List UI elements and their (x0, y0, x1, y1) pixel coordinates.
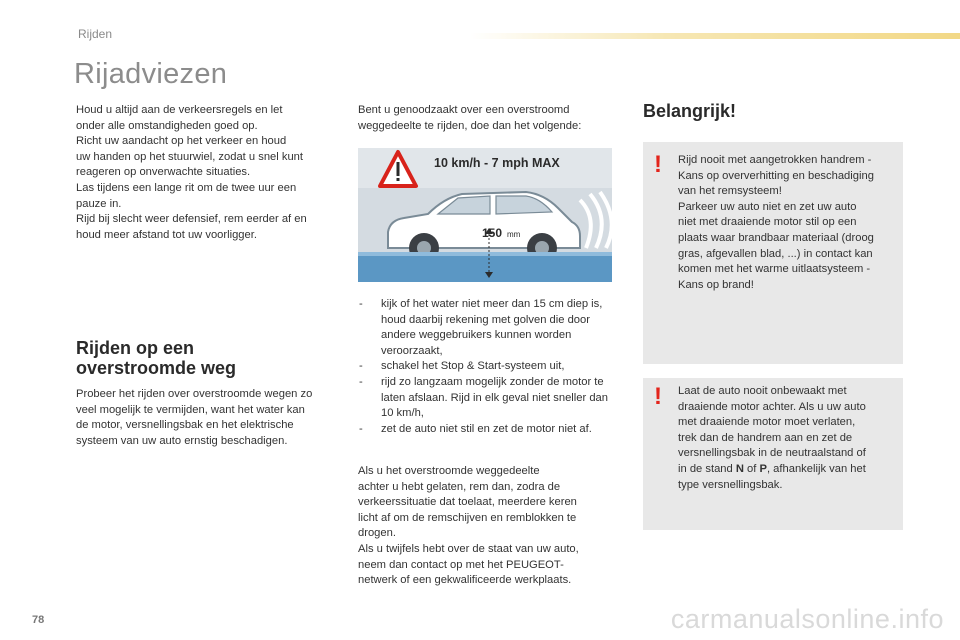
after-line: achter u hebt gelaten, rem dan, zodra de (358, 480, 561, 493)
flooded-intro (358, 103, 618, 134)
flooded-road-heading (76, 338, 236, 378)
intro-line: Houd u altijd aan de verkeersregels en let (76, 104, 283, 116)
warning-line: Kans op oververhitting en beschadiging (678, 169, 874, 182)
exclamation-icon: ! (654, 151, 662, 178)
intro-line: houd meer afstand tot uw voorligger. (76, 228, 257, 241)
intro-line: onder alle omstandigheden goed op. (76, 119, 258, 132)
warning-line: Kans op brand! (678, 278, 754, 291)
warning-line: komen met het warme uitlaatsysteem - (678, 263, 871, 276)
warning-line: trek dan de handrem aan en zet de (678, 431, 853, 444)
intro-line: pauze in. (76, 197, 122, 210)
after-line: Als u twijfels hebt over de staat van uw auto, (358, 542, 579, 555)
flooded-steps (358, 297, 620, 437)
step-item: - zet de auto niet stil en zet de motor niet af. (358, 422, 620, 438)
warning-line: draaiende motor achter. Als u uw auto (678, 400, 866, 413)
intro-line: Richt uw aandacht op het verkeer en houd (76, 135, 287, 148)
after-line: verkeerssituatie dat toelaat, meerdere keren (358, 496, 577, 509)
warning-line: niet met draaiende motor stil op een (678, 216, 857, 229)
after-line: licht af om de remschijven en remblokken te (358, 511, 577, 524)
gear-text: in de stand (678, 462, 736, 475)
warning-line: Laat de auto nooit onbewaakt met (678, 385, 847, 397)
flooded-car-illustration (358, 148, 612, 282)
watermark: carmanualsonline.info (670, 604, 944, 634)
warning-line: van het remsysteem! (678, 185, 782, 198)
intro-text (76, 103, 351, 243)
gear-text: of (743, 462, 760, 475)
middle-intro-line: Bent u genoodzaakt over een overstroomd (358, 104, 570, 116)
depth-unit: mm (507, 230, 521, 239)
step-item: - schakel het Stop & Start-systeem uit, (358, 359, 620, 375)
speed-limit-label: 10 km/h - 7 mph MAX (434, 156, 560, 170)
after-line: neem dan contact op met het PEUGEOT- (358, 558, 564, 571)
page-number: 78 (32, 614, 45, 626)
warning-line: plaats waar brandbaar materiaal (droog (678, 231, 874, 244)
intro-line: Rijd bij slecht weer defensief, rem eerder af en (76, 213, 307, 226)
flooded-heading-line: overstroomde weg (76, 358, 237, 378)
important-heading: Belangrijk! (643, 101, 737, 121)
intro-line: Las tijdens een lange rit om de twee uur een (76, 181, 297, 194)
flooded-line: systeem van uw auto ernstig beschadigen. (76, 434, 288, 447)
gear-text: , afhankelijk van het (766, 462, 866, 475)
intro-line: uw handen op het stuurwiel, zodat u snel kunt (76, 150, 304, 163)
flooded-line: veel mogelijk te vermijden, want het water kan (76, 403, 305, 416)
intro-line: reageren op onverwachte situaties. (76, 166, 251, 179)
warning-line: Parkeer uw auto niet en zet uw auto (678, 200, 857, 213)
warning-line-gear (678, 462, 900, 478)
header-rule (470, 33, 960, 39)
depth-value: 150 (482, 226, 503, 240)
after-line: drogen. (358, 527, 396, 540)
warning-text (678, 384, 900, 493)
flooded-line: Probeer het rijden over overstroomde wegen zo (76, 388, 313, 400)
warning-line: met draaiende motor moet verlaten, (678, 416, 856, 429)
step-item: - rijd zo langzaam mogelijk zonder de motor te laten afslaan. Rijd in elk geval niet sneller dan 10 km/h, (358, 375, 620, 422)
step-item: - kijk of het water niet meer dan 15 cm diep is, houd daarbij rekening met golven die door andere weggebruikers kunnen worden veroorzaakt, (358, 297, 620, 359)
section-header: Rijden (78, 27, 113, 41)
gear-n: N (735, 462, 744, 475)
flooded-body (76, 387, 351, 449)
warning-box-handbrake (643, 142, 903, 364)
gear-p: P (759, 462, 767, 475)
flooded-line: de motor, versnellingsbak en het elektrische (76, 419, 294, 432)
after-line: Als u het overstroomde weggedeelte (358, 465, 540, 477)
water-surface (358, 252, 612, 256)
warning-line: gras, afgevallen blad, ...) in contact kan (678, 247, 873, 260)
warning-line: Rijd nooit met aangetrokken handrem - (678, 154, 872, 166)
after-flood-text (358, 464, 620, 589)
exclamation-icon: ! (654, 383, 662, 410)
warning-line: type versnellingsbak. (678, 478, 783, 491)
page-title: Rijadviezen (74, 58, 228, 90)
warning-text (678, 153, 900, 293)
after-line: netwerk of een gekwalificeerde werkplaats. (358, 574, 572, 587)
middle-intro-line: weggedeelte te rijden, doe dan het volgende: (358, 119, 582, 132)
flooded-heading-line: Rijden op een (76, 338, 195, 358)
water-level (358, 254, 612, 282)
warning-line: versnellingsbak in de neutraalstand of (678, 447, 866, 460)
warning-box-unattended (643, 378, 903, 530)
